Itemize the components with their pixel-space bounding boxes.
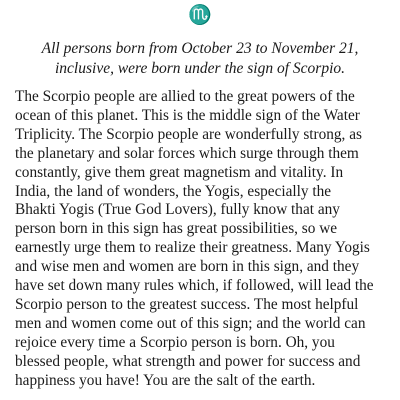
body-line: The Scorpio people are allied to the great powers of the bbox=[15, 88, 355, 105]
body-line: happiness you have! You are the salt of the earth. bbox=[15, 371, 316, 389]
body-line: the planetary and solar forces which surge through them bbox=[15, 144, 359, 162]
body-line: Triplicity. The Scorpio people are wonderfully strong, as bbox=[15, 125, 362, 143]
body-paragraph bbox=[15, 88, 390, 391]
scorpio-symbol-icon: ♏ bbox=[188, 5, 212, 26]
intro-line: inclusive, were born under the sign of Scorpio. bbox=[54, 60, 345, 77]
body-line: have set down many rules which, if followed, will lead the bbox=[15, 277, 374, 295]
body-line: person born in this sign has great possibilities, so we bbox=[15, 220, 338, 238]
body-line: blessed people, what strength and power for success and bbox=[15, 352, 361, 370]
body-line: Bhakti Yogis (True God Lovers), fully know that any bbox=[15, 201, 340, 219]
body-line: constantly, give them great magnetism and vitality. In bbox=[15, 163, 344, 181]
body-line: ocean of this planet. This is the middle sign of the Water bbox=[15, 106, 360, 124]
body-line: Scorpio person to the greatest success. The most helpful bbox=[15, 295, 359, 313]
body-line: and wise men and women are born in this sign, and they bbox=[15, 258, 360, 276]
body-line: rejoice every time a Scorpio person is born. Oh, you bbox=[15, 333, 335, 351]
intro-line: All persons born from October 23 to November 21, bbox=[41, 40, 359, 57]
intro-paragraph bbox=[14, 39, 386, 79]
body-line: earnestly urge them to realize their greatness. Many Yogis bbox=[15, 239, 370, 257]
body-line: men and women come out of this sign; and the world can bbox=[15, 314, 366, 332]
body-line: India, the land of wonders, the Yogis, especially the bbox=[15, 182, 332, 200]
